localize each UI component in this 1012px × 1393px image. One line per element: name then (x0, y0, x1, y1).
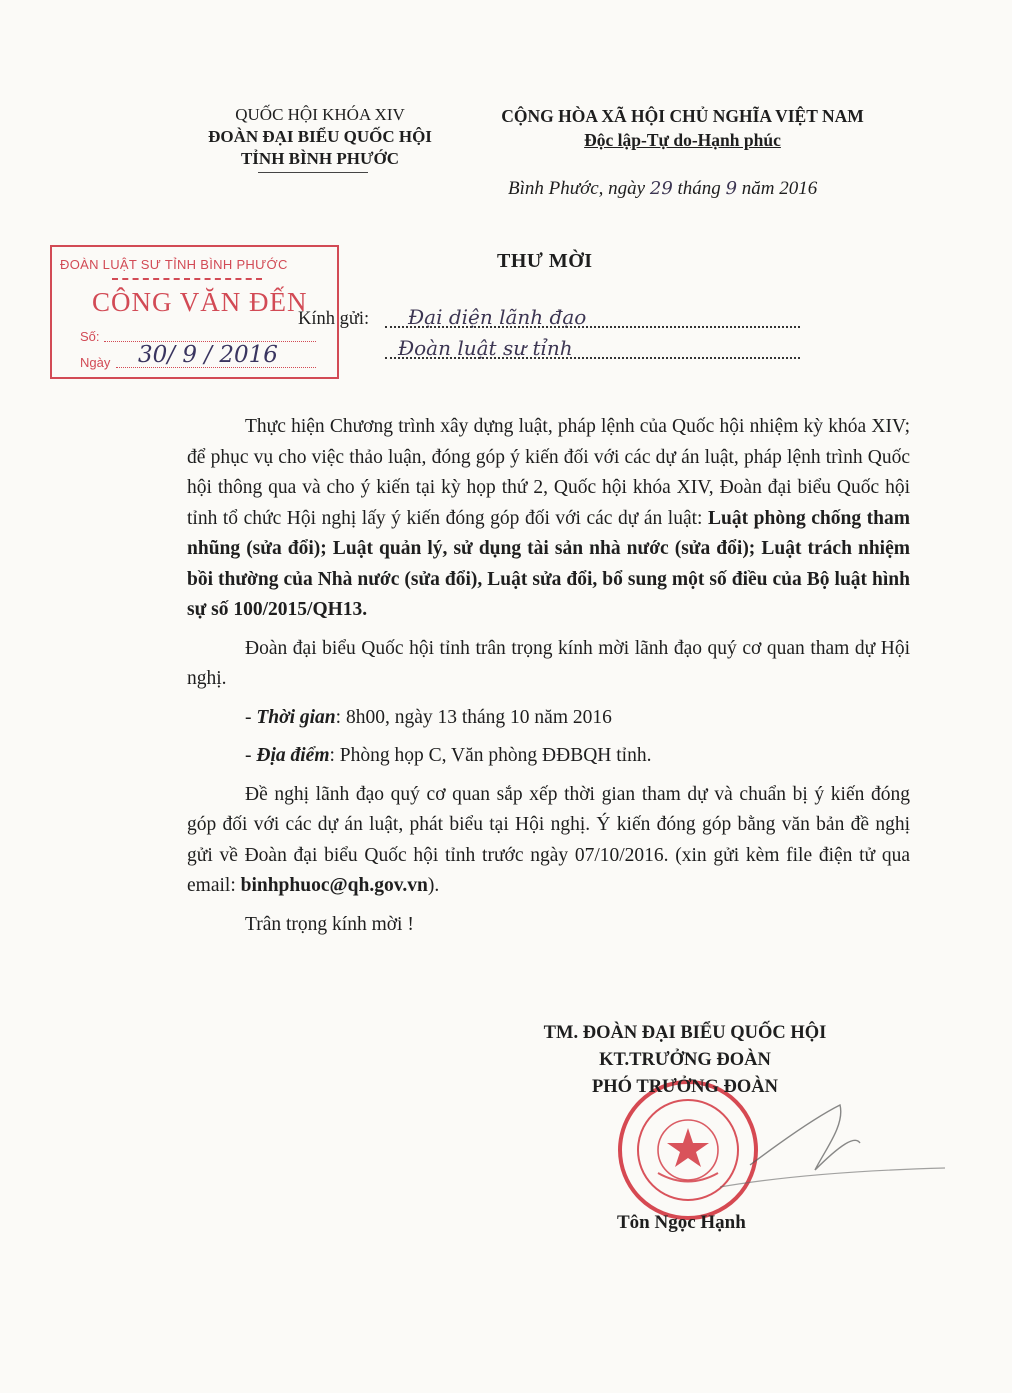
received-stamp (50, 245, 339, 379)
national-name: CỘNG HÒA XÃ HỘI CHỦ NGHĨA VIỆT NAM (501, 106, 864, 126)
issuer-line-1: QUỐC HỘI KHÓA XIV (235, 105, 405, 124)
national-motto-block (470, 104, 895, 152)
paragraph-3: Đề nghị lãnh đạo quý cơ quan sắp xếp thời gian tham dự và chuẩn bị ý kiến đóng góp đối với các dự án luật, phát biểu tại Hội nghị. Ý kiến đóng góp bằng văn bản đề nghị gửi về Đoàn đại biểu Quốc hội tỉnh trước ngày 07/10/2016. (xin gửi kèm file điện tử qua email: binhphuoc@qh.gov.vn). (187, 783, 910, 896)
law-list: Luật phòng chống tham nhũng (sửa đổi); Luật quản lý, sử dụng tài sản nhà nước (sửa đổi); Luật trách nhiệm bồi thường của Nhà nước (sửa đổi), Luật sửa đổi, bổ sung một số điều của Bộ luật hình sự số 100/2015/QH13. (187, 507, 910, 620)
stamp-title: CÔNG VĂN ĐẾN (92, 287, 308, 317)
issuer-underline (258, 172, 368, 173)
date-day: 29 (649, 178, 673, 199)
issuer-line-2: ĐOÀN ĐẠI BIỂU QUỐC HỘI (208, 127, 432, 146)
date-month: 9 (725, 178, 738, 199)
stamp-ngay-label: Ngày (80, 355, 111, 370)
issuer-line-3: TỈNH BÌNH PHƯỚC (240, 149, 400, 168)
recipient-label: Kính gửi: (298, 309, 370, 329)
letter-body (187, 412, 910, 940)
signature-line-2: KT.TRƯỞNG ĐOÀN (599, 1050, 771, 1070)
recipient-line-2: Đoàn luật sư tỉnh (398, 336, 573, 360)
document-title: THƯ MỜI (497, 250, 593, 272)
signature-line-1: TM. ĐOÀN ĐẠI BIỂU QUỐC HỘI (543, 1023, 827, 1043)
recipient-line-1: Đại diện lãnh đạo (408, 305, 587, 329)
contact-email: binhphuoc@qh.gov.vn (240, 875, 428, 896)
issuer-block (170, 104, 470, 170)
place-line: - Địa điểm: Phòng họp C, Văn phòng ĐĐBQH tỉnh. (245, 745, 652, 766)
stamp-ngay-value: 30/ 9 / 2016 (138, 342, 278, 368)
motto: Độc lập-Tự do-Hạnh phúc (584, 130, 781, 150)
stamp-so-label: Số: (80, 329, 100, 344)
signature-line-3: PHÓ TRƯỞNG ĐOÀN (591, 1077, 779, 1097)
closing-line: Trân trọng kính mời ! (245, 913, 414, 935)
date-line: Bình Phước, ngày 29 tháng 9 năm 2016 (508, 178, 818, 199)
paragraph-2: Đoàn đại biểu Quốc hội tỉnh trân trọng kính mời lãnh đạo quý cơ quan tham dự Hội nghị. (187, 637, 910, 689)
paragraph-1: Thực hiện Chương trình xây dựng luật, pháp lệnh của Quốc hội nhiệm kỳ khóa XIV; để phục vụ cho việc thảo luận, đóng góp ý kiến đối với các dự án luật, pháp lệnh trình Quốc hội thông qua và cho ý kiến tại kỳ họp thứ 2, Quốc hội khóa XIV, Đoàn đại biểu Quốc hội tỉnh tổ chức Hội nghị lấy ý kiến đóng góp đối với các dự án luật: Luật phòng chống tham nhũng (sửa đổi); Luật quản lý, sử dụng tài sản nhà nước (sửa đổi); Luật trách nhiệm bồi thường của Nhà nước (sửa đổi), Luật sửa đổi, bổ sung một số điều của Bộ luật hình sự số 100/2015/QH13. (187, 416, 910, 620)
time-line: - Thời gian: 8h00, ngày 13 tháng 10 năm 2016 (245, 706, 612, 728)
signature-block (510, 1020, 860, 1101)
signer-name: Tôn Ngọc Hạnh (617, 1212, 746, 1233)
stamp-org: ĐOÀN LUẬT SƯ TỈNH BÌNH PHƯỚC (60, 257, 288, 272)
